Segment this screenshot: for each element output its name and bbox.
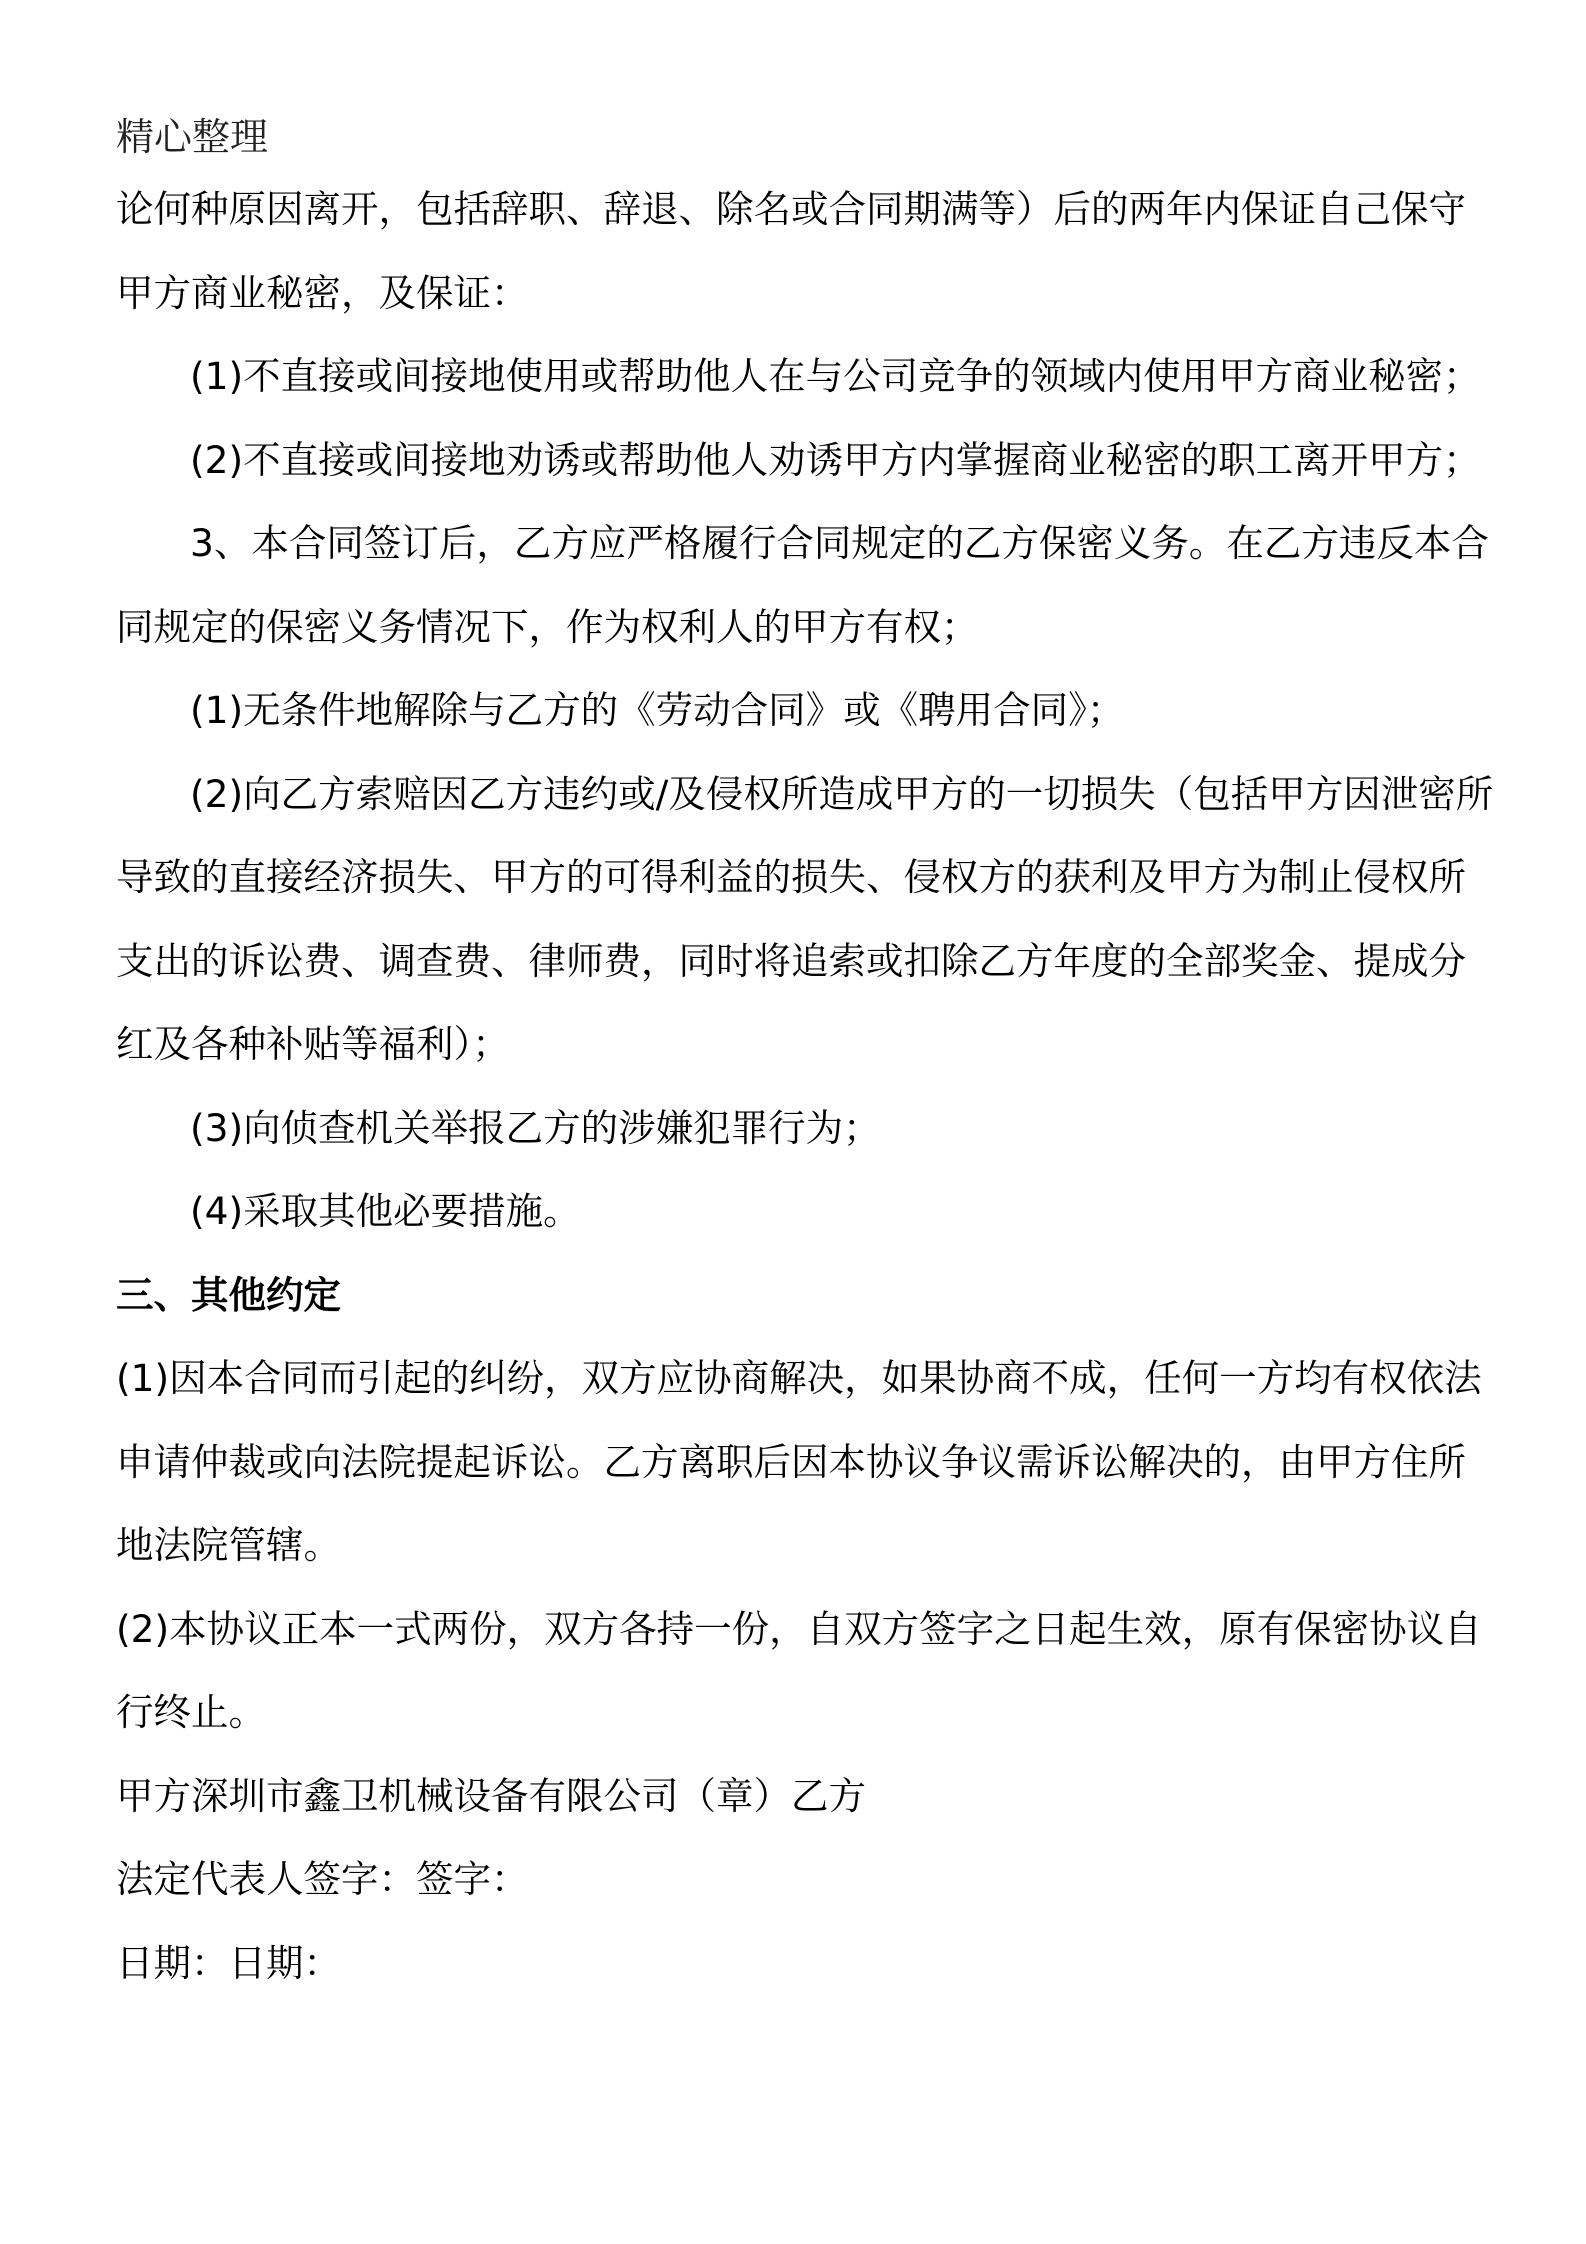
page-header: 精心整理 (116, 115, 269, 159)
document-line: 地法院管辖。 (116, 1523, 341, 1567)
document-line: (2)不直接或间接地劝诱或帮助他人劝诱甲方内掌握商业秘密的职工离开甲方； (190, 437, 1481, 482)
document-line: (2)本协议正本一式两份，双方各持一份，自双方签字之日起生效，原有保密协议自 (116, 1606, 1482, 1651)
document-line: 同规定的保密义务情况下，作为权利人的甲方有权； (116, 604, 979, 649)
document-line: 论何种原因离开，包括辞职、辞退、除名或合同期满等）后的两年内保证自己保守 (116, 187, 1466, 231)
document-line: (1)因本合同而引起的纠纷，双方应协商解决，如果协商不成，任何一方均有权依法 (116, 1356, 1482, 1400)
document-line: (4)采取其他必要措施。 (190, 1189, 581, 1233)
document-line: 红及各种补贴等福利）； (116, 1022, 510, 1066)
document-line: 甲方商业秘密，及保证： (116, 270, 529, 315)
document-line: 法定代表人签字：签字： (116, 1857, 529, 1901)
document-line: 支出的诉讼费、调查费、律师费，同时将追索或扣除乙方年度的全部奖金、提成分 (116, 938, 1466, 983)
document-line: 日期：日期： (116, 1940, 341, 1985)
document-line: (1)不直接或间接地使用或帮助他人在与公司竞争的领域内使用甲方商业秘密； (190, 354, 1481, 398)
document-line: (1)无条件地解除与乙方的《劳动合同》或《聘用合同》； (190, 688, 1125, 732)
document-line: 甲方深圳市鑫卫机械设备有限公司（章）乙方 (116, 1773, 866, 1818)
document-line: 行终止。 (116, 1690, 266, 1734)
document-line: (2)向乙方索赔因乙方违约或/及侵权所造成甲方的一切损失（包括甲方因泄密所 (190, 771, 1494, 816)
document-body (116, 168, 1494, 2005)
document-line: 申请仲裁或向法院提起诉讼。乙方离职后因本协议争议需诉讼解决的，由甲方住所 (116, 1439, 1466, 1484)
document-line: 3、本合同签订后，乙方应严格履行合同规定的乙方保密义务。在乙方违反本合 (190, 521, 1489, 565)
document-line: (3)向侦查机关举报乙方的涉嫌犯罪行为； (190, 1105, 881, 1150)
document-line: 导致的直接经济损失、甲方的可得利益的损失、侵权方的获利及甲方为制止侵权所 (116, 855, 1466, 899)
section-heading: 三、其他约定 (116, 1272, 341, 1317)
